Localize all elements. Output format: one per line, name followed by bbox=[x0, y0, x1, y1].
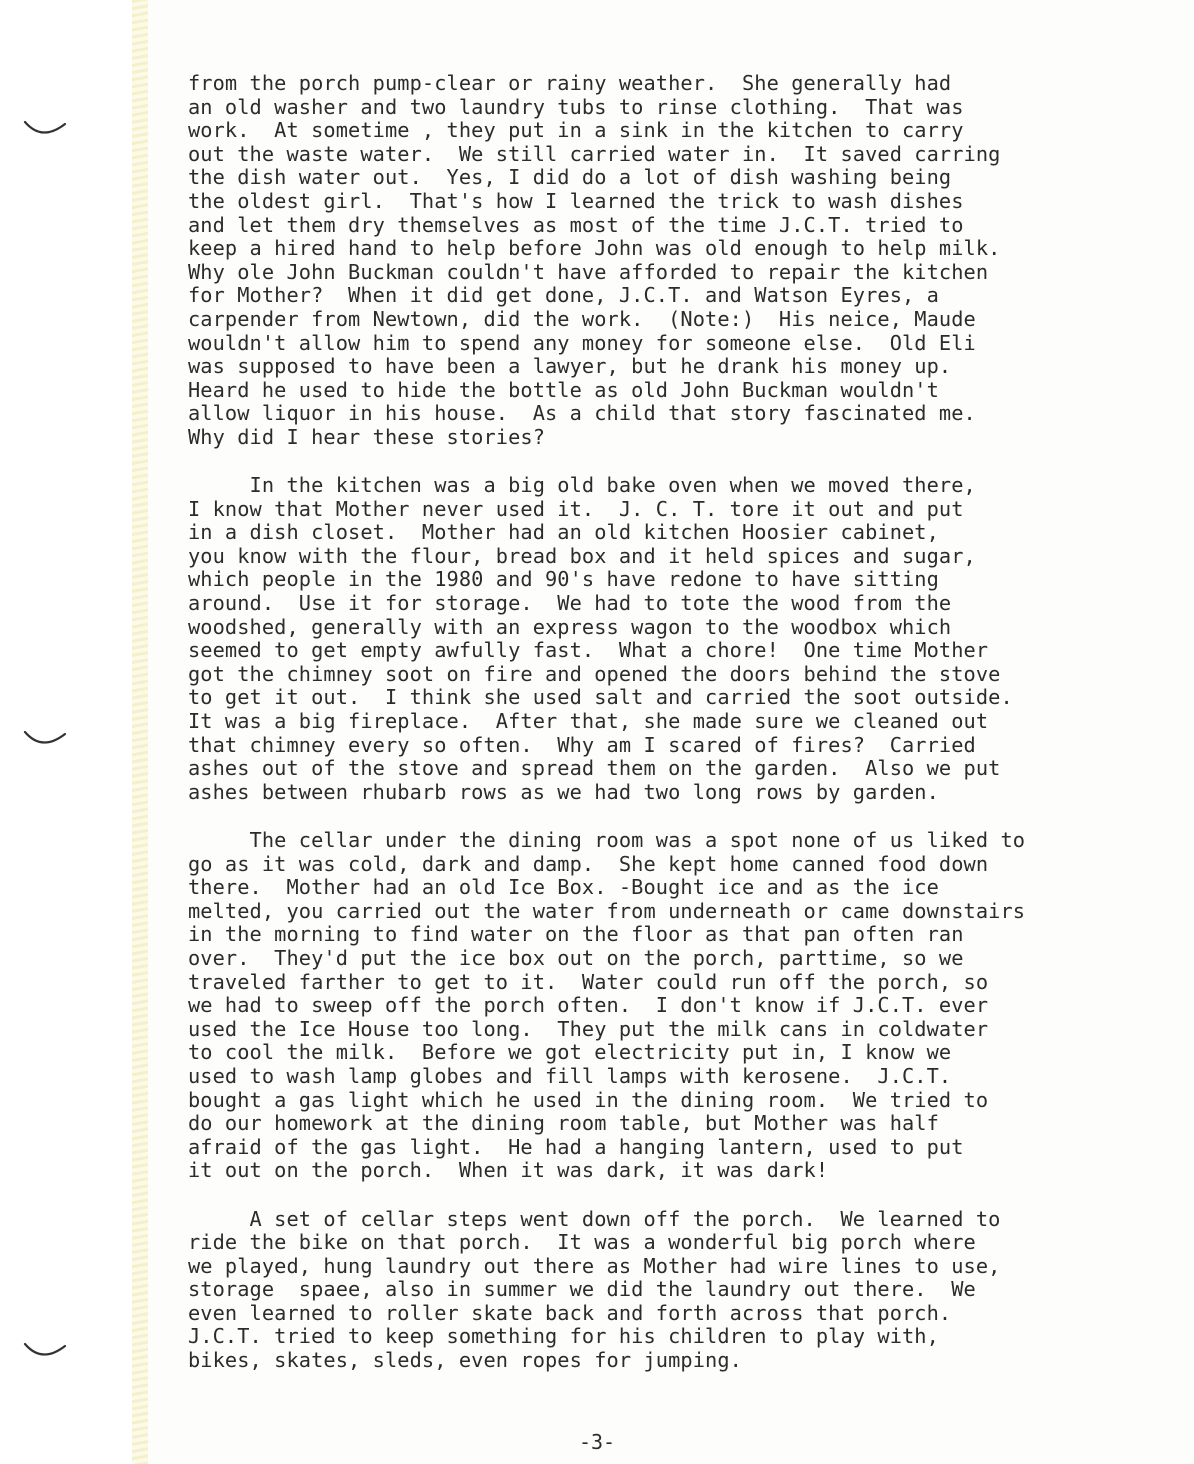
paragraph bbox=[188, 829, 1184, 1183]
text-line: In the kitchen was a big old bake oven when we moved there, bbox=[188, 473, 976, 498]
punch-hole-icon bbox=[22, 118, 68, 140]
text-line: storage spaee, also in summer we did the laundry out there. We bbox=[188, 1277, 976, 1302]
paragraph-gap bbox=[188, 450, 1184, 475]
paragraph bbox=[188, 474, 1184, 804]
text-line: and let them dry themselves as most of the time J.C.T. tried to bbox=[188, 212, 964, 237]
text-line: got the chimney soot on fire and opened the doors behind the stove bbox=[188, 661, 1001, 686]
text-line: in the morning to find water on the floor as that pan often ran bbox=[188, 922, 964, 947]
text-line: allow liquor in his house. As a child that story fascinated me. bbox=[188, 401, 976, 426]
text-line: we had to sweep off the porch often. I don't know if J.C.T. ever bbox=[188, 993, 989, 1018]
text-line: to get it out. I think she used salt and carried the soot outside. bbox=[188, 685, 1013, 710]
text-line: Why did I hear these stories? bbox=[188, 424, 545, 449]
text-line: J.C.T. tried to keep something for his children to play with, bbox=[188, 1324, 939, 1349]
text-line: Heard he used to hide the bottle as old John Buckman wouldn't bbox=[188, 377, 939, 402]
paragraph bbox=[188, 72, 1184, 450]
punch-hole-icon bbox=[22, 1340, 68, 1362]
binding-margin bbox=[0, 0, 138, 1464]
text-line: ashes out of the stove and spread them on the garden. Also we put bbox=[188, 756, 1001, 781]
punch-hole-icon bbox=[22, 728, 68, 750]
text-line: used the Ice House too long. They put the milk cans in coldwater bbox=[188, 1016, 989, 1041]
text-line: woodshed, generally with an express wagon to the woodbox which bbox=[188, 614, 952, 639]
text-line: an old washer and two laundry tubs to rinse clothing. That was bbox=[188, 94, 964, 119]
text-line: was supposed to have been a lawyer, but he drank his money up. bbox=[188, 354, 952, 379]
text-line: Why ole John Buckman couldn't have afforded to repair the kitchen bbox=[188, 259, 989, 284]
text-line: over. They'd put the ice box out on the porch, parttime, so we bbox=[188, 945, 964, 970]
text-line: which people in the 1980 and 90's have redone to have sitting bbox=[188, 567, 939, 592]
paragraph-gap bbox=[188, 1183, 1184, 1208]
typed-text-body bbox=[188, 72, 1184, 1373]
text-line: go as it was cold, dark and damp. She kept home canned food down bbox=[188, 851, 989, 876]
text-line: It was a big fireplace. After that, she made sure we cleaned out bbox=[188, 709, 989, 734]
page-number: -3- bbox=[578, 1430, 616, 1454]
text-line: the oldest girl. That's how I learned the trick to wash dishes bbox=[188, 188, 964, 213]
text-line: the dish water out. Yes, I did do a lot of dish washing being bbox=[188, 165, 952, 190]
text-line: carpender from Newtown, did the work. (Note:) His neice, Maude bbox=[188, 306, 976, 331]
text-line: for Mother? When it did get done, J.C.T. and Watson Eyres, a bbox=[188, 283, 939, 308]
text-line: to cool the milk. Before we got electricity put in, I know we bbox=[188, 1040, 952, 1065]
text-line: bought a gas light which he used in the dining room. We tried to bbox=[188, 1087, 989, 1112]
text-line: out the waste water. We still carried water in. It saved carring bbox=[188, 141, 1001, 166]
text-line: seemed to get empty awfully fast. What a chore! One time Mother bbox=[188, 638, 989, 663]
text-line: do our homework at the dining room table, but Mother was half bbox=[188, 1111, 939, 1136]
text-line: wouldn't allow him to spend any money for someone else. Old Eli bbox=[188, 330, 976, 355]
text-line: I know that Mother never used it. J. C. T. tore it out and put bbox=[188, 496, 964, 521]
text-line: ashes between rhubarb rows as we had two long rows by garden. bbox=[188, 779, 939, 804]
text-line: traveled farther to get to it. Water could run off the porch, so bbox=[188, 969, 989, 994]
text-line: work. At sometime , they put in a sink in the kitchen to carry bbox=[188, 118, 964, 143]
text-line: that chimney every so often. Why am I scared of fires? Carried bbox=[188, 732, 976, 757]
text-line: it out on the porch. When it was dark, it was dark! bbox=[188, 1158, 829, 1183]
text-line: there. Mother had an old Ice Box. -Bought ice and as the ice bbox=[188, 875, 939, 900]
text-line: we played, hung laundry out there as Mother had wire lines to use, bbox=[188, 1253, 1001, 1278]
paragraph-gap bbox=[188, 804, 1184, 829]
text-line: The cellar under the dining room was a spot none of us liked to bbox=[188, 828, 1026, 852]
text-line: ride the bike on that porch. It was a wonderful big porch where bbox=[188, 1230, 976, 1255]
text-line: keep a hired hand to help before John was old enough to help milk. bbox=[188, 236, 1001, 261]
text-line: around. Use it for storage. We had to tote the wood from the bbox=[188, 591, 952, 616]
text-line: used to wash lamp globes and fill lamps with kerosene. J.C.T. bbox=[188, 1063, 952, 1088]
paragraph bbox=[188, 1208, 1184, 1373]
text-line: in a dish closet. Mother had an old kitchen Hoosier cabinet, bbox=[188, 520, 939, 545]
binding-edge-stripe bbox=[132, 0, 148, 1464]
text-line: afraid of the gas light. He had a hanging lantern, used to put bbox=[188, 1134, 964, 1159]
text-line: bikes, skates, sleds, even ropes for jumping. bbox=[188, 1348, 742, 1373]
text-line: even learned to roller skate back and forth across that porch. bbox=[188, 1300, 952, 1325]
text-line: you know with the flour, bread box and it held spices and sugar, bbox=[188, 543, 976, 568]
text-line: from the porch pump-clear or rainy weather. She generally had bbox=[188, 71, 952, 95]
text-line: A set of cellar steps went down off the porch. We learned to bbox=[188, 1206, 1001, 1231]
text-line: melted, you carried out the water from underneath or came downstairs bbox=[188, 898, 1026, 923]
